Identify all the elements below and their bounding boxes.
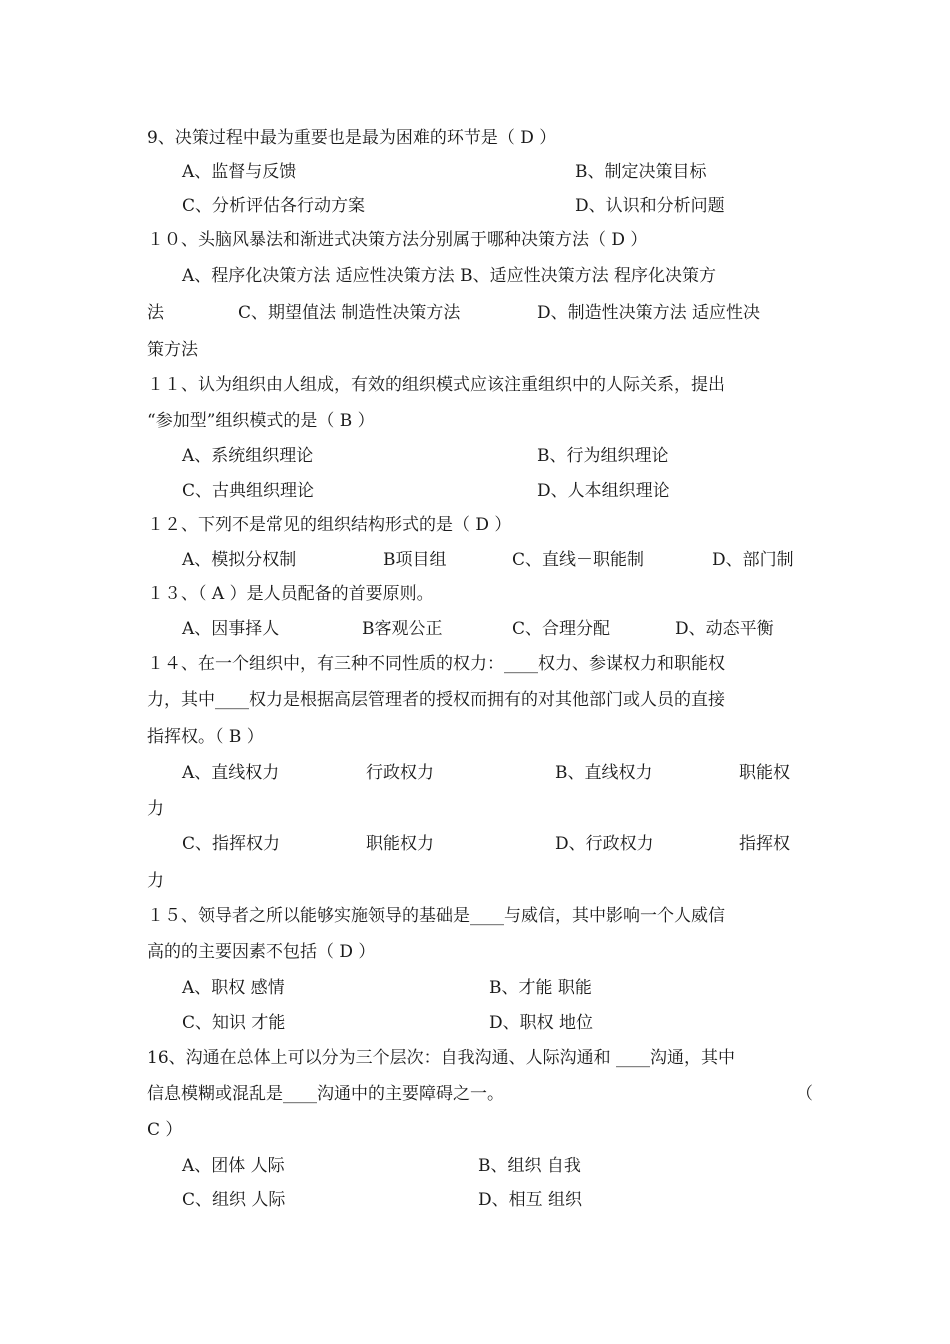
option-11c: C、古典组织理论 — [182, 481, 315, 501]
option-15b: B、才能 职能 — [489, 978, 592, 998]
option-13b: B客观公正 — [362, 619, 443, 639]
question-14-wrap2: 指挥权。（ B ） — [147, 727, 264, 747]
option-9d: D、认识和分析问题 — [575, 196, 725, 216]
question-11: １１、认为组织由人组成，有效的组织模式应该注重组织中的人际关系，提出 — [147, 375, 725, 395]
option-14a: A、直线权力 — [182, 763, 280, 783]
option-14d-wrap: 力 — [147, 871, 164, 891]
question-10: １０、头脑风暴法和渐进式决策方法分别属于哪种决策方法（ D ） — [147, 230, 648, 250]
option-10-wrap: 法 — [147, 303, 164, 323]
question-15: １５、领导者之所以能够实施领导的基础是____与威信，其中影响一个人威信 — [147, 906, 725, 926]
question-14: １４、在一个组织中，有三种不同性质的权力：____权力、参谋权力和职能权 — [147, 654, 725, 674]
question-12: １２、下列不是常见的组织结构形式的是（ D ） — [147, 515, 512, 535]
option-10ab: A、程序化决策方法 适应性决策方法 B、适应性决策方法 程序化决策方 — [182, 266, 716, 286]
option-9a: A、监督与反馈 — [182, 162, 297, 182]
option-14d: D、行政权力 — [555, 834, 654, 854]
option-16b: B、组织 自我 — [478, 1156, 581, 1176]
question-16-wrap: 信息模糊或混乱是____沟通中的主要障碍之一。 — [147, 1084, 504, 1104]
option-13c: C、合理分配 — [512, 619, 611, 639]
option-11d: D、人本组织理论 — [537, 481, 670, 501]
option-14b: B、直线权力 — [555, 763, 653, 783]
option-16c: C、组织 人际 — [182, 1190, 286, 1210]
option-14c: C、指挥权力 — [182, 834, 281, 854]
question-16-answer: C ） — [147, 1120, 183, 1140]
question-9: 9、决策过程中最为重要也是最为困难的环节是（ D ） — [147, 128, 557, 148]
option-12c: C、直线－职能制 — [512, 550, 645, 570]
option-13a: A、因事择人 — [182, 619, 280, 639]
option-14a-2: 行政权力 — [366, 763, 434, 783]
option-14b-2: 职能权 — [739, 763, 790, 783]
option-16a: A、团体 人际 — [182, 1156, 285, 1176]
option-9b: B、制定决策目标 — [575, 162, 707, 182]
option-14b-wrap: 力 — [147, 799, 164, 819]
option-11a: A、系统组织理论 — [182, 446, 314, 466]
question-16: 16、沟通在总体上可以分为三个层次：自我沟通、人际沟通和 ____沟通，其中 — [147, 1048, 736, 1068]
option-11b: B、行为组织理论 — [537, 446, 669, 466]
option-14c-2: 职能权力 — [366, 834, 434, 854]
question-13: １３、（ A ）是人员配备的首要原则。 — [147, 584, 434, 604]
option-10d-wrap: 策方法 — [147, 340, 198, 360]
option-13d: D、动态平衡 — [675, 619, 774, 639]
option-16d: D、相互 组织 — [478, 1190, 583, 1210]
option-15a: A、职权 感情 — [182, 978, 285, 998]
option-10d: D、制造性决策方法 适应性决 — [537, 303, 761, 323]
option-15d: D、职权 地位 — [489, 1013, 594, 1033]
option-9c: C、分析评估各行动方案 — [182, 196, 366, 216]
option-14d-2: 指挥权 — [739, 834, 790, 854]
option-12a: A、模拟分权制 — [182, 550, 297, 570]
option-12b: B项目组 — [383, 550, 447, 570]
option-15c: C、知识 才能 — [182, 1013, 286, 1033]
question-15-wrap: 高的的主要因素不包括（ D ） — [147, 942, 376, 962]
option-12d: D、部门制 — [712, 550, 794, 570]
question-16-paren: （ — [796, 1084, 813, 1104]
question-14-wrap: 力，其中____权力是根据高层管理者的授权而拥有的对其他部门或人员的直接 — [147, 690, 725, 710]
option-10c: C、期望值法 制造性决策方法 — [238, 303, 461, 323]
question-11-wrap: “参加型”组织模式的是（ B ） — [147, 411, 375, 431]
